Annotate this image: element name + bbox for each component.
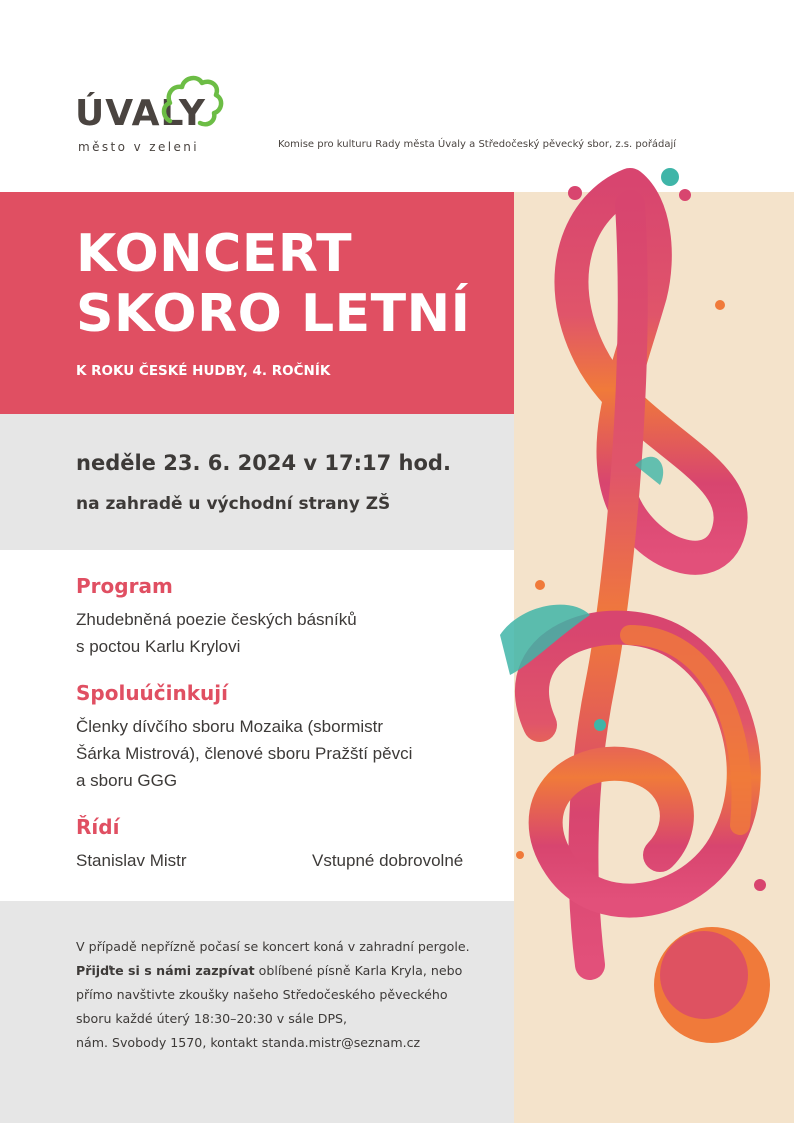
notes-text xyxy=(76,935,470,1055)
notes-line: nám. Svobody 1570, kontakt standa.mistr@seznam.cz xyxy=(76,1035,421,1050)
performers-line: Šárka Mistrová), členové sboru Pražští pěvci xyxy=(76,744,413,763)
performers-heading: Spoluúčinkují xyxy=(76,681,228,705)
notes-line: V případě nepřízně počasí se koncert koná v zahradní pergole. xyxy=(76,939,470,954)
conductor-name: Stanislav Mistr xyxy=(76,851,187,870)
conductor-heading: Řídí xyxy=(76,815,120,839)
program-text xyxy=(76,606,357,660)
performers-line: a sboru GGG xyxy=(76,771,178,790)
logo-wordmark: ÚVALY xyxy=(75,93,206,134)
title-line-1: KONCERT xyxy=(76,224,353,284)
treble-clef-icon xyxy=(480,165,794,1125)
notes-line: přímo navštivte zkoušky našeho Středočeského pěveckého xyxy=(76,987,448,1002)
event-datetime: neděle 23. 6. 2024 v 17:17 hod. xyxy=(76,451,451,475)
notes-line: sboru každé úterý 18:30–20:30 v sále DPS, xyxy=(76,1011,348,1026)
event-place: na zahradě u východní strany ZŠ xyxy=(76,494,391,514)
subtitle: K ROKU ČESKÉ HUDBY, 4. ROČNÍK xyxy=(76,363,331,379)
admission-text: Vstupné dobrovolné xyxy=(312,851,464,870)
program-line: s poctou Karlu Krylovi xyxy=(76,637,241,656)
program-line: Zhudebněná poezie českých básníků xyxy=(76,610,357,629)
program-heading: Program xyxy=(76,574,173,598)
performers-line: Členky dívčího sboru Mozaika (sbormistr xyxy=(76,717,384,736)
organizer-text: Komise pro kulturu Rady města Úvaly a Středočeský pěvecký sbor, z.s. pořádají xyxy=(278,139,677,150)
performers-text xyxy=(76,713,412,794)
notes-line xyxy=(76,959,470,983)
notes-line-rest: oblíbené písně Karla Kryla, nebo xyxy=(254,963,463,978)
notes-bold-phrase: Přijďte si s námi zazpívat xyxy=(76,963,255,978)
title-line-2: SKORO LETNÍ xyxy=(76,284,471,344)
logo-tagline: město v zeleni xyxy=(78,140,200,154)
date-band xyxy=(0,414,514,550)
tree-logo-icon xyxy=(160,73,224,129)
